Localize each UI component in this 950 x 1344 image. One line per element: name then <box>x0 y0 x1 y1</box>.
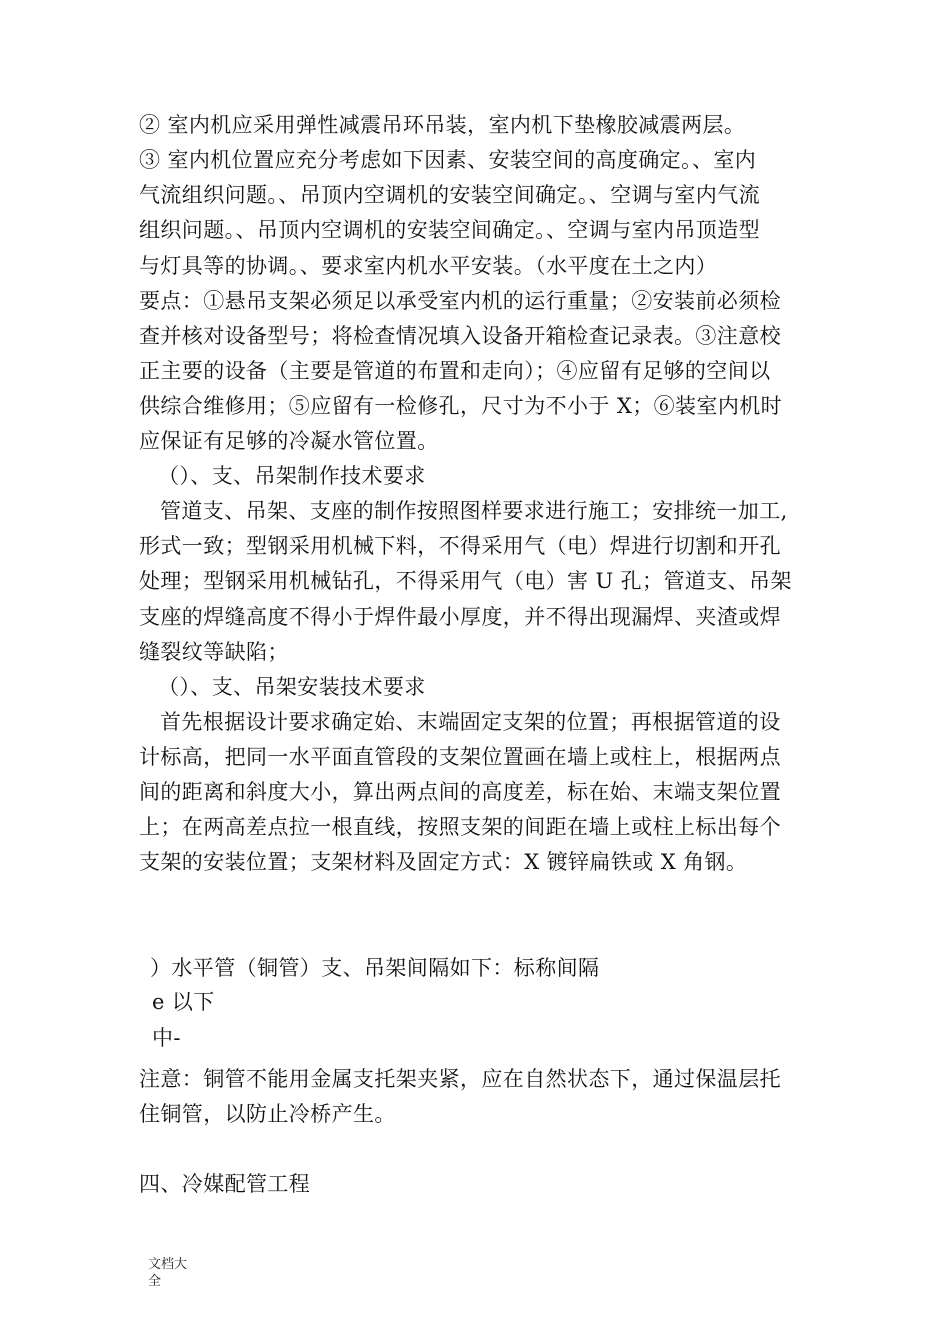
text-line-10: 应保证有足够的冷凝水管位置。 <box>139 429 439 453</box>
text-line-4: 组织问题。、吊顶内空调机的安装空间确定。、空调与室内吊顶造型 <box>139 218 760 242</box>
text-line-8: 正主要的设备（主要是管道的布置和走向）；④应留有足够的空间以 <box>139 359 771 383</box>
text-line-19: 计标高，把同一水平面直管段的支架位置画在墙上或柱上，根据两点 <box>139 745 781 769</box>
text-line-14: 处理；型钢采用机械钻孔，不得采用气（电）害 U 孔；管道支、吊架 <box>139 569 792 593</box>
text-line-18: 首先根据设计要求确定始、末端固定支架的位置；再根据管道的设 <box>160 710 781 734</box>
text-line-22: 支架的安装位置；支架材料及固定方式：X 镀锌扁铁或 X 角钢。 <box>139 850 748 874</box>
text-line-13: 形式一致；型钢采用机械下料，不得采用气（电）焊进行切割和开孔 <box>139 534 781 558</box>
text-line-note-2: 住铜管，以防止冷桥产生。 <box>139 1102 396 1126</box>
text-line-16: 缝裂纹等缺陷； <box>139 640 289 664</box>
section-heading-refrigerant: 四、冷媒配管工程 <box>139 1172 311 1196</box>
text-line-21: 上；在两高差点拉一根直线，按照支架的间距在墙上或柱上标出每个 <box>139 815 781 839</box>
text-line-6: 要点：①悬吊支架必须足以承受室内机的运行重量；②安装前必须检 <box>139 289 781 313</box>
text-line-7: 查并核对设备型号；将检查情况填入设备开箱检查记录表。③注意校 <box>139 324 781 348</box>
text-line-fragment-2: 中- <box>152 1026 181 1050</box>
text-line-note-1: 注意：铜管不能用金属支托架夹紧，应在自然状态下，通过保温层托 <box>139 1067 781 1091</box>
text-line-1: ② 室内机应采用弹性减震吊环吊装，室内机下垫橡胶减震两层。 <box>139 113 746 137</box>
section-heading-installation: （）、支、吊架安装技术要求 <box>158 675 426 699</box>
text-line-fragment-1: e 以下 <box>152 990 215 1014</box>
text-line-5: 与灯具等的协调。、要求室内机水平安装。（水平度在土之内） <box>139 254 718 278</box>
text-line-20: 间的距离和斜度大小，算出两点间的高度差，标在始、末端支架位置 <box>139 780 781 804</box>
text-line-2: ③ 室内机位置应充分考虑如下因素、安装空间的高度确定。、室内 <box>139 148 757 172</box>
text-line-3: 气流组织问题。、吊顶内空调机的安装空间确定。、空调与室内气流 <box>139 183 760 207</box>
text-line-15: 支座的焊缝高度不得小于焊件最小厚度，并不得出现漏焊、夹渣或焊 <box>139 605 781 629</box>
footer-line-1: 文档大 <box>148 1257 188 1272</box>
text-line-9: 供综合维修用；⑤应留有一检修孔，尺寸为不小于 X；⑥装室内机时 <box>139 394 783 418</box>
text-line-12: 管道支、吊架、支座的制作按照图样要求进行施工；安排统一加工, <box>160 499 788 523</box>
text-line-spacing-intro: ）水平管（铜管）支、吊架间隔如下：标称间隔 <box>150 956 600 980</box>
page-footer <box>148 1256 198 1290</box>
footer-line-2: 全 <box>148 1274 162 1289</box>
section-heading-fabrication: （）、支、吊架制作技术要求 <box>158 464 426 488</box>
